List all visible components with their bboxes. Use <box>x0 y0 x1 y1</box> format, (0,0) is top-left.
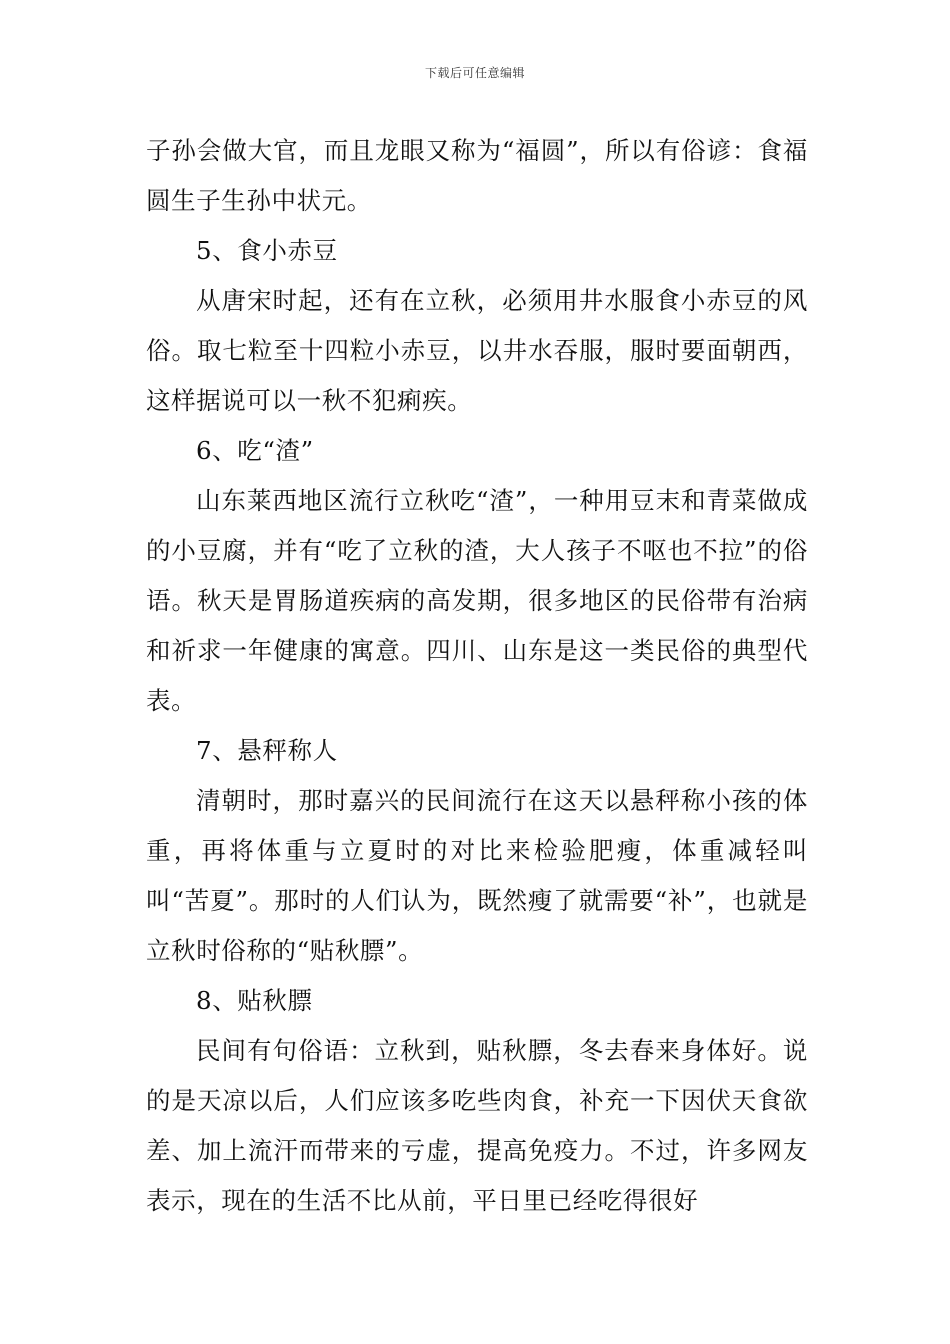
heading-zha: 6、吃“渣” <box>196 436 314 465</box>
page-header: 下载后可任意编辑 <box>424 66 525 80</box>
heading-weighing: 7、悬秤称人 <box>196 736 338 765</box>
paragraph-weighing: 清朝时，那时嘉兴的民间流行在这天以悬秤称小孩的体重，再将体重与立夏时的对比来检验肥瘦，体重减轻叫叫“苦夏”。那时的人们认为，既然瘦了就需要“补”，也就是立秋时俗称的“贴秋膘”。 <box>146 786 808 965</box>
document-body <box>146 126 808 1226</box>
paragraph-autumn-fat: 民间有句俗语：立秋到，贴秋膘，冬去春来身体好。说的是天凉以后，人们应该多吃些肉食，补充一下因伏天食欲差、加上流汗而带来的亏虚，提高免疫力。不过，许多网友表示，现在的生活不比从前，平日里已经吃得很好 <box>146 1036 808 1215</box>
heading-red-beans: 5、食小赤豆 <box>196 236 338 265</box>
paragraph-longan: 子孙会做大官，而且龙眼又称为“福圆”，所以有俗谚：食福圆生子生孙中状元。 <box>146 136 808 215</box>
paragraph-red-beans: 从唐宋时起，还有在立秋，必须用井水服食小赤豆的风俗。取七粒至十四粒小赤豆，以井水吞服，服时要面朝西，这样据说可以一秋不犯痢疾。 <box>146 286 808 415</box>
paragraph-zha: 山东莱西地区流行立秋吃“渣”，一种用豆末和青菜做成的小豆腐，并有“吃了立秋的渣，大人孩子不呕也不拉”的俗语。秋天是胃肠道疾病的高发期，很多地区的民俗带有治病和祈求一年健康的寓意。四川、山东是这一类民俗的典型代表。 <box>146 486 808 715</box>
heading-autumn-fat: 8、贴秋膘 <box>196 986 313 1015</box>
